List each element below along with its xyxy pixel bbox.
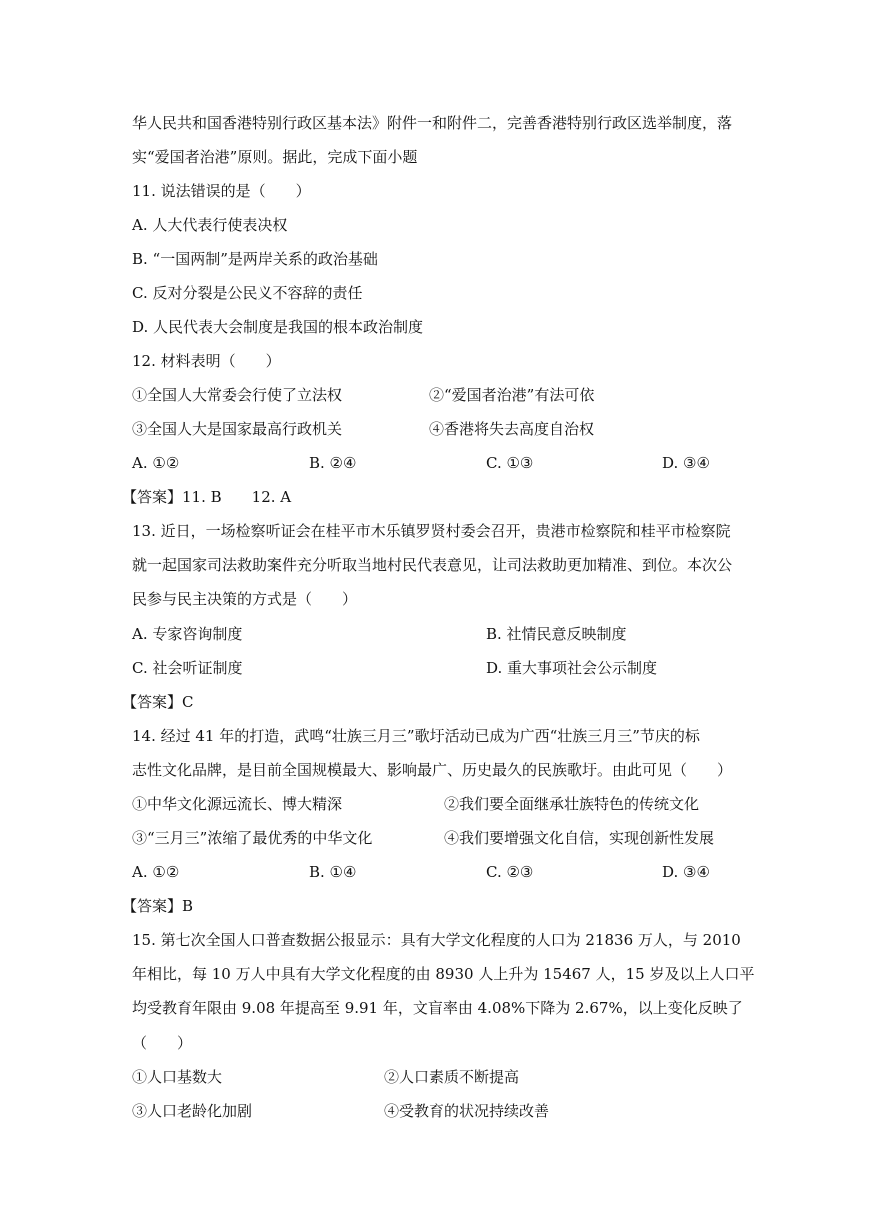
q12-stem: 12. 材料表明（ ） [132, 352, 281, 370]
q13-option-c: C. 社会听证制度 [132, 659, 243, 677]
q13-option-d: D. 重大事项社会公示制度 [486, 659, 658, 677]
q15-stem-line-1: 15. 第七次全国人口普查数据公报显示：具有大学文化程度的人口为 21836 万人，与 2010 [132, 931, 741, 949]
q12-choice-a: A. ①② [132, 454, 180, 472]
q11-option-b: B. “一国两制”是两岸关系的政治基础 [132, 250, 378, 268]
q14-choice-c: C. ②③ [486, 863, 534, 881]
q15-statement-4: ④受教育的状况持续改善 [384, 1102, 550, 1120]
q14-stem-line-1: 14. 经过 41 年的打造，武鸣“壮族三月三”歌圩活动已成为广西“壮族三月三”节庆的标 [132, 727, 700, 745]
q15-stem-line-2: 年相比，每 10 万人中具有大学文化程度的由 8930 人上升为 15467 人，15 岁及以上人口平 [132, 965, 755, 983]
q12-statement-2: ②“爱国者治港”有法可依 [429, 386, 595, 404]
q14-choice-a: A. ①② [132, 863, 180, 881]
q12-statement-1: ①全国人大常委会行使了立法权 [132, 386, 343, 404]
q13-stem-line-2: 就一起国家司法救助案件充分听取当地村民代表意见，让司法救助更加精准、到位。本次公 [132, 556, 733, 574]
q14-statement-2: ②我们要全面继承壮族特色的传统文化 [444, 795, 700, 813]
q12-choice-d: D. ③④ [662, 454, 710, 472]
q14-statement-1: ①中华文化源远流长、博大精深 [132, 795, 343, 813]
q12-statement-4: ④香港将失去高度自治权 [429, 420, 595, 438]
q11-option-a: A. 人大代表行使表决权 [132, 216, 288, 234]
q15-statement-2: ②人口素质不断提高 [384, 1068, 520, 1086]
q14-statement-4: ④我们要增强文化自信，实现创新性发展 [444, 829, 715, 847]
q12-choice-c: C. ①③ [486, 454, 534, 472]
q13-stem-line-3: 民参与民主决策的方式是（ ） [132, 590, 358, 608]
q15-statement-1: ①人口基数大 [132, 1068, 223, 1086]
q13-option-a: A. 专家咨询制度 [132, 625, 243, 643]
intro-line-2: 实“爱国者治港”原则。据此，完成下面小题 [132, 148, 418, 166]
q12-statement-3: ③全国人大是国家最高行政机关 [132, 420, 343, 438]
q15-statement-3: ③人口老龄化加剧 [132, 1102, 253, 1120]
q12-choice-b: B. ②④ [309, 454, 357, 472]
q15-stem-line-4: （ ） [132, 1034, 193, 1052]
q13-option-b: B. 社情民意反映制度 [486, 625, 627, 643]
answer-13: 【答案】C [122, 693, 194, 711]
q11-option-d: D. 人民代表大会制度是我国的根本政治制度 [132, 318, 424, 336]
q14-choice-d: D. ③④ [662, 863, 710, 881]
q13-stem-line-1: 13. 近日，一场检察听证会在桂平市木乐镇罗贤村委会召开，贵港市检察院和桂平市检察院 [132, 522, 731, 540]
q15-stem-line-3: 均受教育年限由 9.08 年提高至 9.91 年，文盲率由 4.08%下降为 2.67%，以上变化反映了 [132, 999, 743, 1017]
q14-stem-line-2: 志性文化品牌，是目前全国规模最大、影响最广、历史最久的民族歌圩。由此可见（ ） [132, 761, 733, 779]
intro-line-1: 华人民共和国香港特别行政区基本法》附件一和附件二，完善香港特别行政区选举制度，落 [132, 114, 733, 132]
q11-option-c: C. 反对分裂是公民义不容辞的责任 [132, 284, 363, 302]
q14-choice-b: B. ①④ [309, 863, 357, 881]
q11-stem: 11. 说法错误的是（ ） [132, 182, 311, 200]
answer-14: 【答案】B [122, 897, 194, 915]
answer-11-12: 【答案】11. B 12. A [122, 488, 292, 506]
q14-statement-3: ③“三月三”浓缩了最优秀的中华文化 [132, 829, 373, 847]
